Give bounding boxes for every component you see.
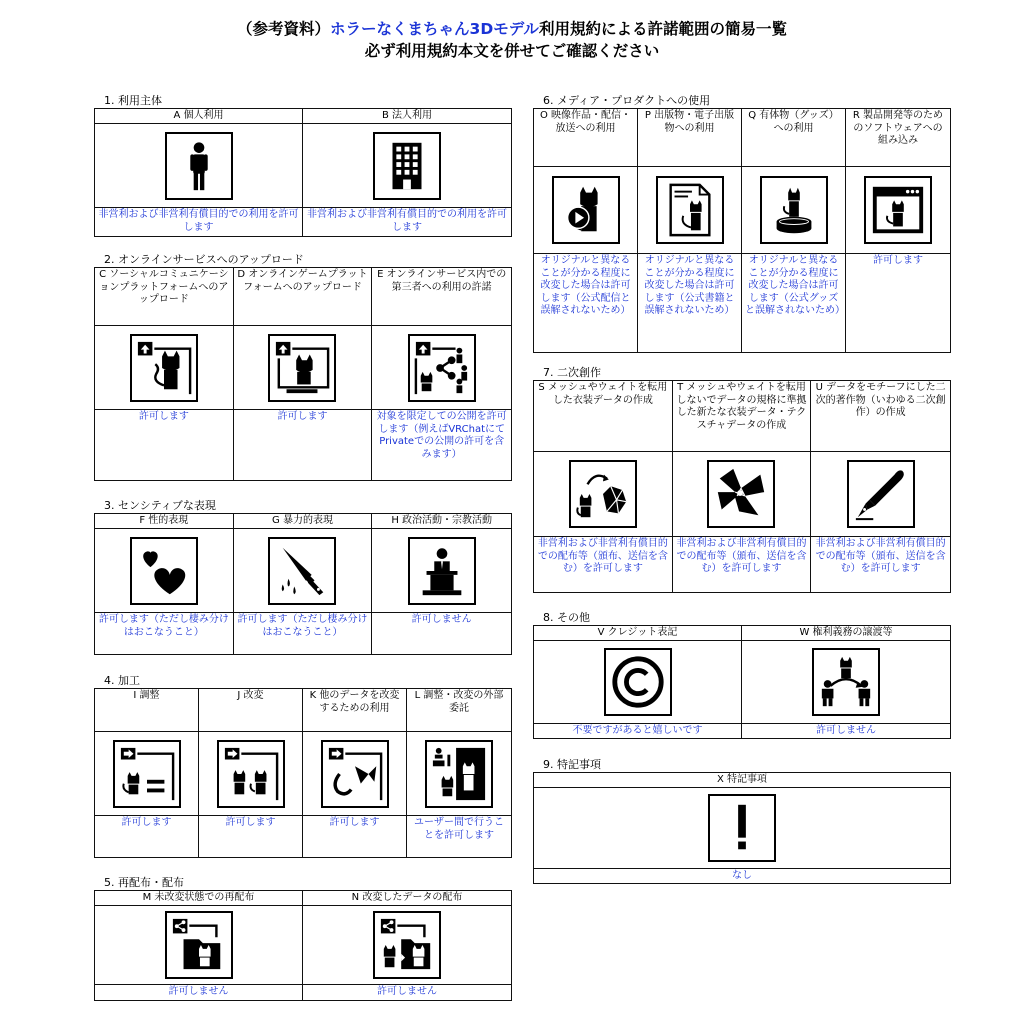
publication-icon bbox=[656, 176, 724, 244]
permission-text: 許可しません bbox=[742, 723, 950, 738]
item-o: O 映像作品・配信・放送への利用 オリジナルと異なることが分かる程度に改変した場合は許可します（公式配信と誤解されないため） bbox=[534, 109, 638, 352]
adjust-icon bbox=[113, 740, 181, 808]
title-line-2: 必ず利用規約本文を併せてご確認ください bbox=[364, 42, 660, 60]
item-f: F 性的表現 許可します（ただし棲み分けはおこなうこと） bbox=[95, 514, 234, 654]
person-icon bbox=[165, 132, 233, 200]
item-x: X 特記事項 なし bbox=[534, 773, 950, 883]
section-processing bbox=[94, 673, 512, 858]
costume-icon bbox=[569, 460, 637, 528]
item-r: R 製品開発等のためのソフトウェアへの組み込み 許可します bbox=[846, 109, 950, 352]
item-m: M 未改変状態での再配布 許可しません bbox=[95, 891, 303, 1000]
section-other bbox=[533, 610, 951, 739]
permission-text: 許可します bbox=[234, 409, 372, 480]
section-heading: 6. メディア・プロダクトへの使用 bbox=[543, 94, 711, 107]
section-table bbox=[533, 380, 951, 593]
model-name: ホラーなくまちゃん3Dモデル bbox=[330, 20, 539, 38]
reuse-parts-icon bbox=[321, 740, 389, 808]
building-icon bbox=[373, 132, 441, 200]
pen-icon bbox=[847, 460, 915, 528]
item-g: G 暴力的表現 許可します（ただし棲み分けはおこなうこと） bbox=[234, 514, 373, 654]
section-redistribution bbox=[94, 875, 512, 1001]
section-online-upload bbox=[94, 252, 512, 481]
section-media bbox=[533, 93, 951, 353]
knife-icon bbox=[268, 537, 336, 605]
item-v: V クレジット表記 不要ですがあると嬉しいです bbox=[534, 626, 742, 738]
item-b: B 法人利用 非営利および非営利有償目的での利用を許可します bbox=[303, 109, 511, 236]
section-heading: 3. センシティブな表現 bbox=[104, 499, 216, 512]
permission-text: 非営利および非営利有償目的での配布等（頒布、送信を含む）を許可します bbox=[534, 536, 672, 592]
item-t: T メッシュやウェイトを転用しないでデータの規格に準拠した新たな衣装データ・テクスチャデータの作成 非営利および非営利有償目的での配布等（頒布、送信を含む）を許可します bbox=[673, 381, 812, 592]
share-third-party-icon bbox=[408, 334, 476, 402]
video-icon bbox=[552, 176, 620, 244]
upload-avatar-icon bbox=[130, 334, 198, 402]
hearts-icon bbox=[130, 537, 198, 605]
upload-game-icon bbox=[268, 334, 336, 402]
exclamation-icon bbox=[708, 794, 776, 862]
permission-text: 許可しません bbox=[95, 984, 302, 1000]
permission-text: オリジナルと異なることが分かる程度に改変した場合は許可します（公式書籍と誤解されないため） bbox=[638, 253, 741, 352]
permission-text: なし bbox=[534, 868, 950, 883]
item-l: L 調整・改変の外部委託 ユーザー間で行うことを許可します bbox=[407, 689, 511, 857]
item-a: A 個人利用 非営利および非営利有償目的での利用を許可します bbox=[95, 109, 303, 236]
item-q: Q 有体物（グッズ）への利用 オリジナルと異なることが分かる程度に改変した場合は許可します（公式グッズと誤解されないため） bbox=[742, 109, 846, 352]
section-table bbox=[533, 108, 951, 353]
item-e: E オンラインサービス内での第三者への利用の許諾 対象を限定しての公開を許可します（例えばVRChatにてPrivateでの公開の許可を含みます） bbox=[372, 268, 511, 480]
section-heading: 2. オンラインサービスへのアップロード bbox=[104, 253, 304, 266]
page-title bbox=[0, 18, 1024, 62]
modify-icon bbox=[217, 740, 285, 808]
section-heading: 8. その他 bbox=[543, 611, 590, 624]
permission-text: 許可しません bbox=[303, 984, 511, 1000]
permission-text: 非営利および非営利有償目的での利用を許可します bbox=[303, 207, 511, 236]
permission-text: オリジナルと異なることが分かる程度に改変した場合は許可します（公式配信と誤解されないため） bbox=[534, 253, 637, 352]
item-p: P 出版物・電子出版物への利用 オリジナルと異なることが分かる程度に改変した場合は許可します（公式書籍と誤解されないため） bbox=[638, 109, 742, 352]
item-j: J 改変 許可します bbox=[199, 689, 303, 857]
item-i: I 調整 許可します bbox=[95, 689, 199, 857]
item-u: U データをモチーフにした二次的著作物（いわゆる二次創作）の作成 非営利および非営利有償目的での配布等（頒布、送信を含む）を許可します bbox=[811, 381, 950, 592]
permission-text: オリジナルと異なることが分かる程度に改変した場合は許可します（公式グッズと誤解されないため） bbox=[742, 253, 845, 352]
permission-text: 許可します bbox=[199, 815, 302, 857]
section-table bbox=[94, 688, 512, 858]
redistribute-icon bbox=[165, 911, 233, 979]
permission-text: 許可します bbox=[95, 409, 233, 480]
bow-icon bbox=[707, 460, 775, 528]
section-table bbox=[94, 890, 512, 1001]
section-heading: 9. 特記事項 bbox=[543, 758, 601, 771]
figure-icon bbox=[760, 176, 828, 244]
section-heading: 1. 利用主体 bbox=[104, 94, 162, 107]
title-line-1: （参考資料）ホラーなくまちゃん3Dモデル利用規約による許諾範囲の簡易一覧 bbox=[237, 20, 787, 38]
permission-text: 非営利および非営利有償目的での配布等（頒布、送信を含む）を許可します bbox=[673, 536, 811, 592]
outsource-icon bbox=[425, 740, 493, 808]
section-heading: 5. 再配布・配布 bbox=[104, 876, 184, 889]
section-special-notes bbox=[533, 757, 951, 884]
section-derivative bbox=[533, 365, 951, 593]
section-table bbox=[94, 108, 512, 237]
distribute-modified-icon bbox=[373, 911, 441, 979]
item-w: W 権利義務の譲渡等 許可しません bbox=[742, 626, 950, 738]
section-table bbox=[533, 625, 951, 739]
permission-text: ユーザー間で行うことを許可します bbox=[407, 815, 511, 857]
permission-text: 許可します（ただし棲み分けはおこなうこと） bbox=[95, 612, 233, 654]
section-sensitive bbox=[94, 498, 512, 655]
section-table bbox=[94, 513, 512, 655]
podium-icon bbox=[408, 537, 476, 605]
permission-text: 許可します（ただし棲み分けはおこなうこと） bbox=[234, 612, 372, 654]
permission-text: 許可します bbox=[303, 815, 406, 857]
permission-text: 許可しません bbox=[372, 612, 511, 654]
section-heading: 4. 加工 bbox=[104, 674, 140, 687]
permission-text: 非営利および非営利有償目的での利用を許可します bbox=[95, 207, 302, 236]
software-icon bbox=[864, 176, 932, 244]
permission-text: 不要ですがあると嬉しいです bbox=[534, 723, 741, 738]
transfer-rights-icon bbox=[812, 648, 880, 716]
permission-text: 非営利および非営利有償目的での配布等（頒布、送信を含む）を許可します bbox=[811, 536, 950, 592]
item-k: K 他のデータを改変するための利用 許可します bbox=[303, 689, 407, 857]
section-heading: 7. 二次創作 bbox=[543, 366, 601, 379]
item-s: S メッシュやウェイトを転用した衣装データの作成 非営利および非営利有償目的での配布等（頒布、送信を含む）を許可します bbox=[534, 381, 673, 592]
permission-text: 対象を限定しての公開を許可します（例えばVRChatにてPrivateでの公開の許可を含みます） bbox=[372, 409, 511, 480]
item-d: D オンラインゲームプラットフォームへのアップロード 許可します bbox=[234, 268, 373, 480]
permission-text: 許可します bbox=[95, 815, 198, 857]
section-table bbox=[94, 267, 512, 481]
section-usage-subject bbox=[94, 93, 512, 237]
section-table bbox=[533, 772, 951, 884]
copyright-icon bbox=[604, 648, 672, 716]
permission-text: 許可します bbox=[846, 253, 950, 352]
item-c: C ソーシャルコミュニケーションプラットフォームへのアップロード 許可します bbox=[95, 268, 234, 480]
item-h: H 政治活動・宗教活動 許可しません bbox=[372, 514, 511, 654]
item-n: N 改変したデータの配布 許可しません bbox=[303, 891, 511, 1000]
